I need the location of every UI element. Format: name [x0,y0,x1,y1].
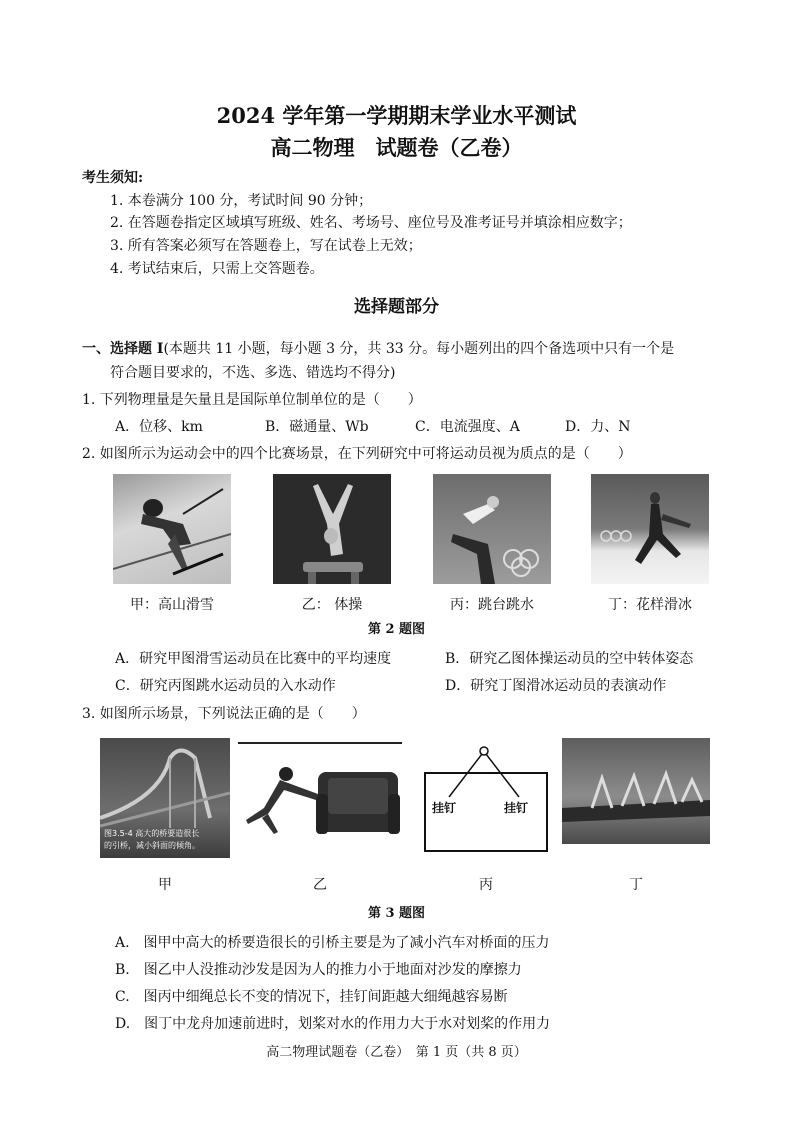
q2-option-d: D．研究丁图滑冰运动员的表演动作 [445,678,667,694]
notice-item: 3. 所有答案必须写在答题卷上，写在试卷上无效； [110,238,422,254]
section-title: 选择题部分 [354,297,439,317]
photo-dragon-boat [562,738,710,844]
q3-option-a: A. 图甲中高大的桥要造很长的引桥主要是为了减小汽车对桥面的压力 [115,935,550,951]
notice-item: 1. 本卷满分 100 分，考试时间 90 分钟； [110,193,373,209]
q2-option-c: C．研究丙图跳水运动员的入水动作 [115,678,336,694]
q3-option-c: C. 图丙中细绳总长不变的情况下，挂钉间距越大细绳越容易断 [115,989,508,1005]
caption-figure-skating: 丁：花样滑冰 [608,597,692,613]
q2-figure-caption: 第 2 题图 [367,622,426,637]
q3-option-b: B. 图乙中人没推动沙发是因为人的推力小于地面对沙发的摩擦力 [115,962,522,978]
photo-gymnastics [273,474,391,584]
part-text-2: 符合题目要求的，不选、多选、错选均不得分) [110,365,396,381]
caption-yi: 乙 [313,877,327,893]
nail-label-left: 挂钉 [432,801,457,815]
photo-platform-diving [433,474,551,584]
caption-ding: 丁 [629,877,643,893]
page-footer: 高二物理试题卷（乙卷） 第 1 页（共 8 页） [266,1045,527,1060]
q3-figure-caption: 第 3 题图 [367,906,426,921]
part-text: (本题共 11 小题，每小题 3 分，共 33 分。每小题列出的四个备选项中只有一个是 [163,341,675,357]
photo-nails-string [424,745,548,853]
notice-heading: 考生须知: [82,170,144,186]
q1-option-a: A．位移、km [115,419,203,435]
bridge-photo-text-line: 的引桥，减小斜面的倾角。 [104,841,200,850]
q1-option-b: B．磁通量、Wb [265,419,369,435]
skier-figure [113,474,231,584]
person-pushing-sofa-figure [238,744,402,860]
notice-item: 4. 考试结束后，只需上交答题卷。 [110,261,324,277]
q2-option-a: A．研究甲图滑雪运动员在比赛中的平均速度 [115,651,392,667]
nail-label-right: 挂钉 [504,801,529,815]
photo-figure-skating [591,474,709,584]
bridge-figure [100,738,230,828]
q1-stem: 1. 下列物理量是矢量且是国际单位制单位的是（ ） [82,392,422,408]
caption-platform-diving: 丙：跳台跳水 [450,597,534,613]
part-label: 一、选择题 I [82,341,164,357]
diver-figure [433,474,551,584]
exam-title: 2024 学年第一学期期末学业水平测试 [216,103,577,128]
dragon-boat-figure [562,738,710,844]
bridge-photo-text [104,828,200,852]
q2-option-b: B．研究乙图体操运动员的空中转体姿态 [445,651,694,667]
photo-alpine-skiing [113,474,231,584]
q2-stem: 2. 如图所示为运动会中的四个比赛场景，在下列研究中可将运动员视为质点的是（ ） [82,446,632,462]
q3-option-d: D. 图丁中龙舟加速前进时，划桨对水的作用力大于水对划桨的作用力 [115,1016,551,1032]
skater-figure [591,474,709,584]
exam-subtitle: 高二物理 试题卷（乙卷） [270,135,523,160]
q1-option-c: C．电流强度、A [415,419,520,435]
caption-alpine-skiing: 甲：高山滑雪 [130,597,214,613]
bridge-photo-text-line: 图3.5-4 高大的桥要造很长 [104,829,200,838]
photo-sofa [238,742,402,860]
caption-jia: 甲 [158,877,172,893]
caption-bing: 丙 [479,877,493,893]
part-intro [82,338,674,358]
caption-gymnastics: 乙： 体操 [301,597,363,613]
gymnast-figure [273,474,391,584]
notice-item: 2. 在答题卷指定区域填写班级、姓名、考场号、座位号及准考证号并填涂相应数字； [110,215,632,231]
photo-bridge [100,738,230,858]
q1-option-d: D．力、N [565,419,631,435]
q3-stem: 3. 如图所示场景，下列说法正确的是（ ） [82,706,366,722]
